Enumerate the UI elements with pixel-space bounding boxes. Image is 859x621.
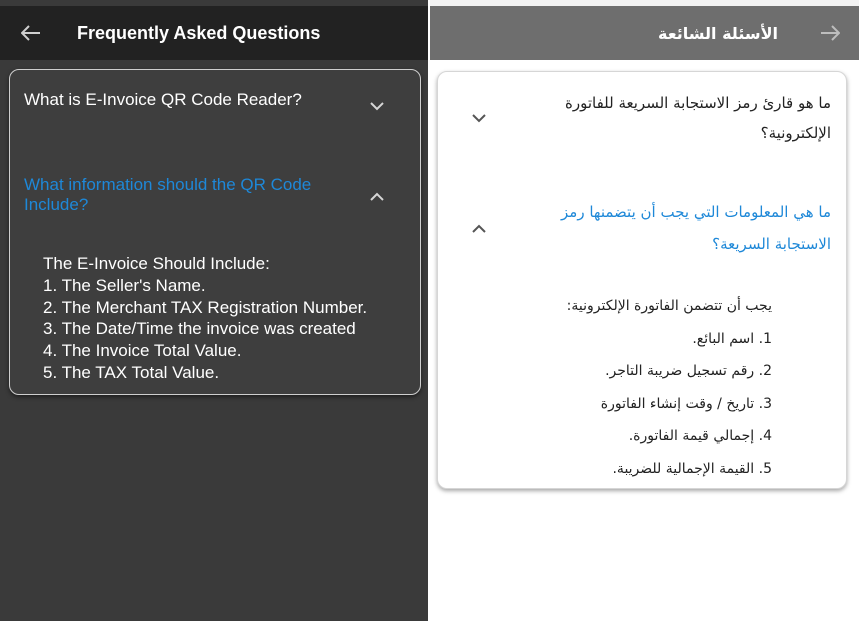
chevron-down-icon[interactable] — [472, 110, 486, 128]
faq-screen-arabic — [430, 0, 859, 621]
faq-question-1[interactable]: ما هو قارئ رمز الاستجابة السريعة للفاتورة الإلكترونية؟ — [564, 94, 831, 142]
answer-line: 4. إجمالي قيمة الفاتورة. — [628, 428, 772, 444]
answer-line: 3. The Date/Time the invoice was created — [43, 319, 356, 339]
app-bar — [0, 6, 428, 60]
faq-answer — [43, 253, 413, 384]
faq-question-2[interactable]: ما هي المعلومات التي يجب أن يتضمنها رمز الاستجابة السريعة؟ — [561, 203, 831, 253]
faq-screen-english — [0, 0, 428, 621]
chevron-up-icon[interactable] — [472, 220, 486, 238]
page-title: Frequently Asked Questions — [77, 22, 321, 43]
faq-card — [437, 71, 847, 489]
answer-line: 5. القيمة الإجمالية للضريبة. — [612, 460, 772, 477]
faq-card — [9, 69, 421, 395]
page-title: الأسئلة الشائعة — [658, 23, 778, 43]
faq-question-2[interactable]: What information should the QR Code Include? — [24, 175, 312, 214]
answer-line: 4. The Invoice Total Value. — [43, 341, 242, 361]
answer-line: 3. تاريخ / وقت إنشاء الفاتورة — [600, 395, 772, 412]
answer-line: 2. رقم تسجيل ضريبة التاجر. — [605, 363, 772, 379]
chevron-up-icon[interactable] — [370, 188, 384, 206]
app-bar — [430, 6, 859, 60]
answer-line: 5. The TAX Total Value. — [43, 362, 220, 382]
faq-answer — [452, 290, 772, 485]
arrow-right-icon[interactable] — [820, 25, 842, 41]
answer-line: يجب أن تتضمن الفاتورة الإلكترونية: — [566, 298, 772, 314]
answer-line: 1. اسم البائع. — [692, 330, 772, 347]
answer-line: 2. The Merchant TAX Registration Number. — [43, 297, 368, 317]
answer-line: 1. The Seller's Name. — [43, 275, 206, 295]
faq-question-1[interactable]: What is E-Invoice QR Code Reader? — [24, 90, 302, 109]
arrow-left-icon[interactable] — [21, 25, 43, 41]
answer-line: The E-Invoice Should Include: — [43, 254, 270, 273]
chevron-down-icon[interactable] — [370, 98, 384, 116]
